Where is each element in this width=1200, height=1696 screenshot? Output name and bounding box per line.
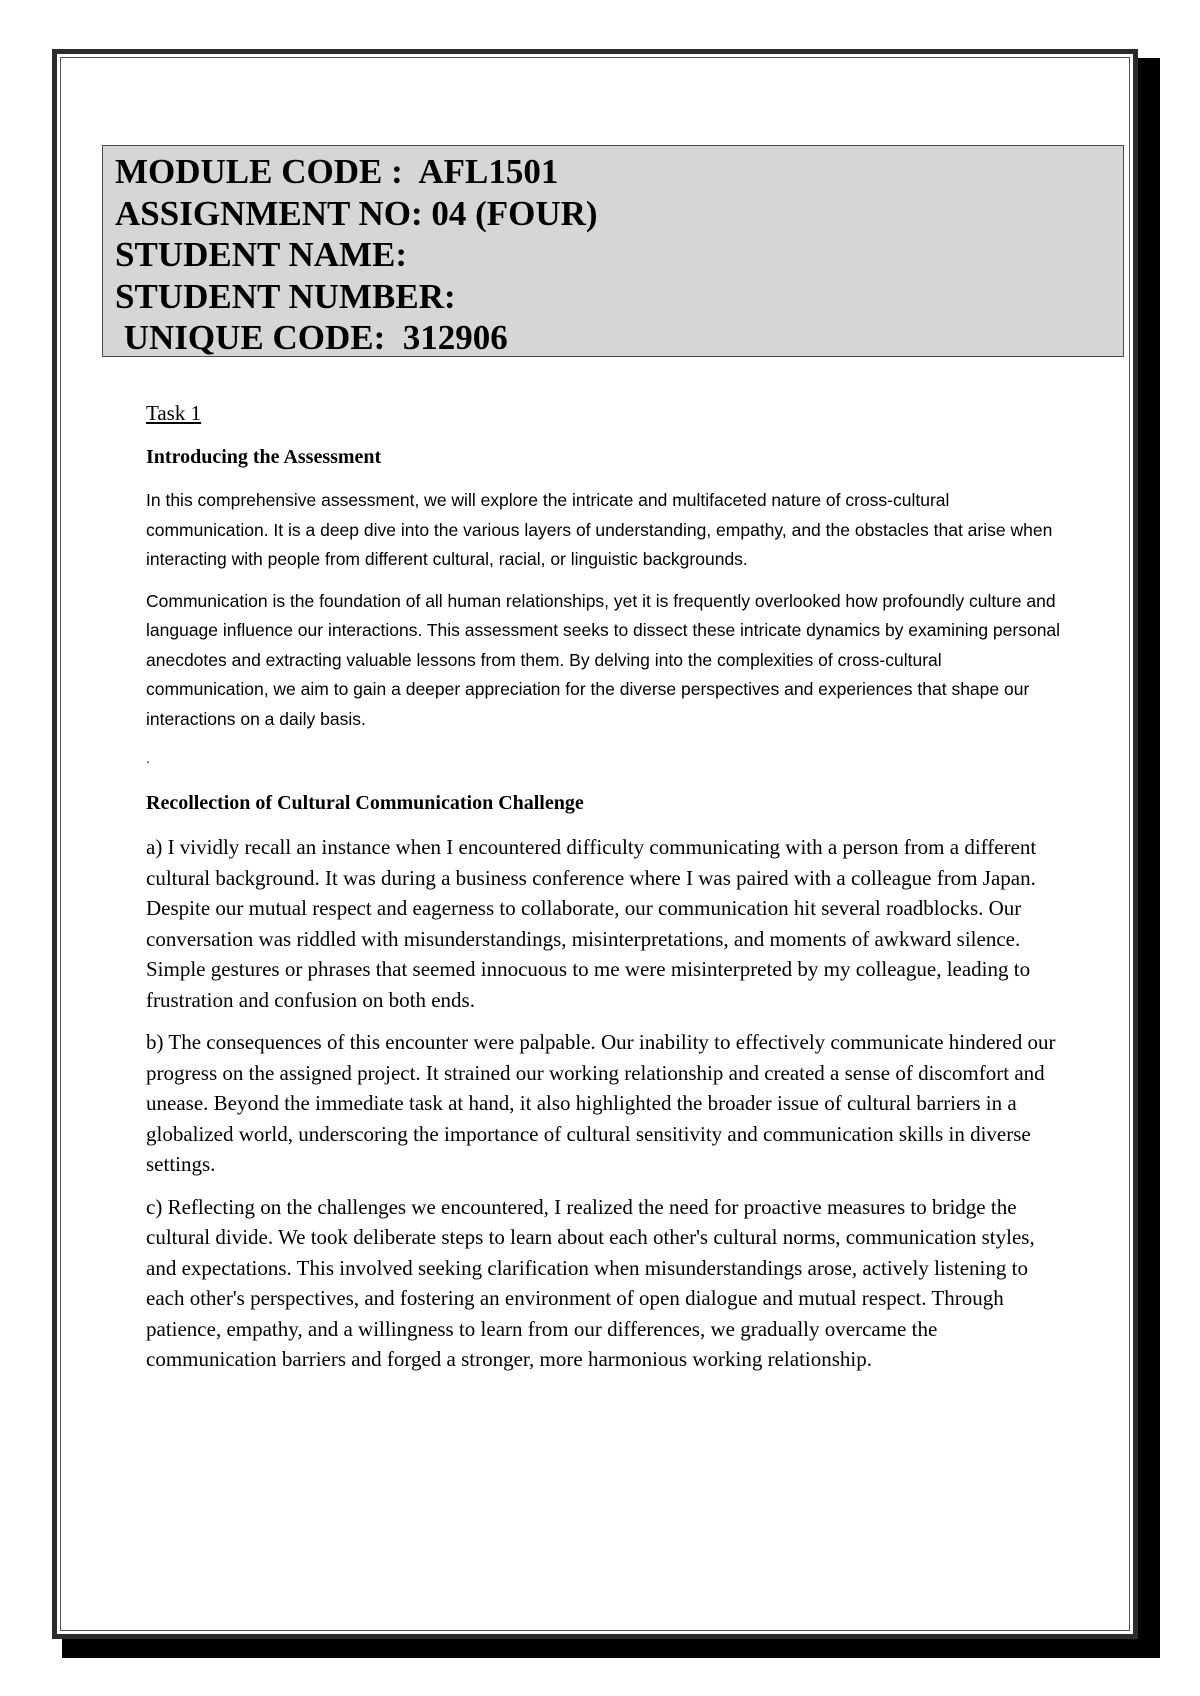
introduction-paragraph: In this comprehensive assessment, we will explore the intricate and multifaceted nature of cross-cultural communication. It is a deep dive into the various layers of understanding, empathy, and the obstacles that arise when interacting with people from different cultural, racial, or linguistic backgrounds. <box>146 490 1053 569</box>
recollection-paragraph: b) The consequences of this encounter were palpable. Our inability to effectively communicate hindered our progress on the assigned project. It strained our working relationship and created a sense of discomfort and unease. Beyond the immediate task at hand, it also highlighted the broader issue of cultural barriers in a globalized world, underscoring the importance of cultural sensitivity and communication skills in diverse settings. <box>146 1030 1056 1176</box>
recollection-paragraph: a) I vividly recall an instance when I encountered difficulty communicating with a person from a different cultural background. It was during a business conference where I was paired with a colleague from Japan. Despite our mutual respect and eagerness to collaborate, our communication hit several roadblocks. Our conversation was riddled with misunderstandings, misinterpretations, and moments of awkward silence. Simple gestures or phrases that seemed innocuous to me were misinterpreted by my colleague, leading to frustration and confusion on both ends. <box>146 835 1037 1012</box>
separator-dot: . <box>146 750 150 766</box>
student-name: STUDENT NAME: <box>115 235 408 274</box>
unique-code: UNIQUE CODE: 312906 <box>115 318 508 357</box>
task-label: Task 1 <box>146 401 202 425</box>
introduction-heading: Introducing the Assessment <box>146 446 382 468</box>
cover-header-box <box>102 145 1124 357</box>
module-code: MODULE CODE : AFL1501 <box>115 152 559 191</box>
assignment-number: ASSIGNMENT NO: 04 (FOUR) <box>115 193 598 233</box>
document-body <box>146 400 1066 1387</box>
introduction-paragraph: Communication is the foundation of all human relationships, yet it is frequently overlooked how profoundly culture and language influence our interactions. This assessment seeks to dissect these intricate dynamics by examining personal anecdotes and extracting valuable lessons from them. By delving into the complexities of cross-cultural communication, we aim to gain a deeper appreciation for the diverse perspectives and experiences that shape our interactions on a daily basis. <box>146 590 1061 729</box>
recollection-heading: Recollection of Cultural Communication Challenge <box>146 792 584 814</box>
recollection-paragraph: c) Reflecting on the challenges we encountered, I realized the need for proactive measures to bridge the cultural divide. We took deliberate steps to learn about each other's cultural norms, communication styles, and expectations. This involved seeking clarification when misunderstandings arose, actively listening to each other's perspectives, and fostering an environment of open dialogue and mutual respect. Through patience, empathy, and a willingness to learn from our differences, we gradually overcame the communication barriers and forged a stronger, more harmonious working relationship. <box>146 1194 1035 1371</box>
student-number: STUDENT NUMBER: <box>115 276 456 316</box>
